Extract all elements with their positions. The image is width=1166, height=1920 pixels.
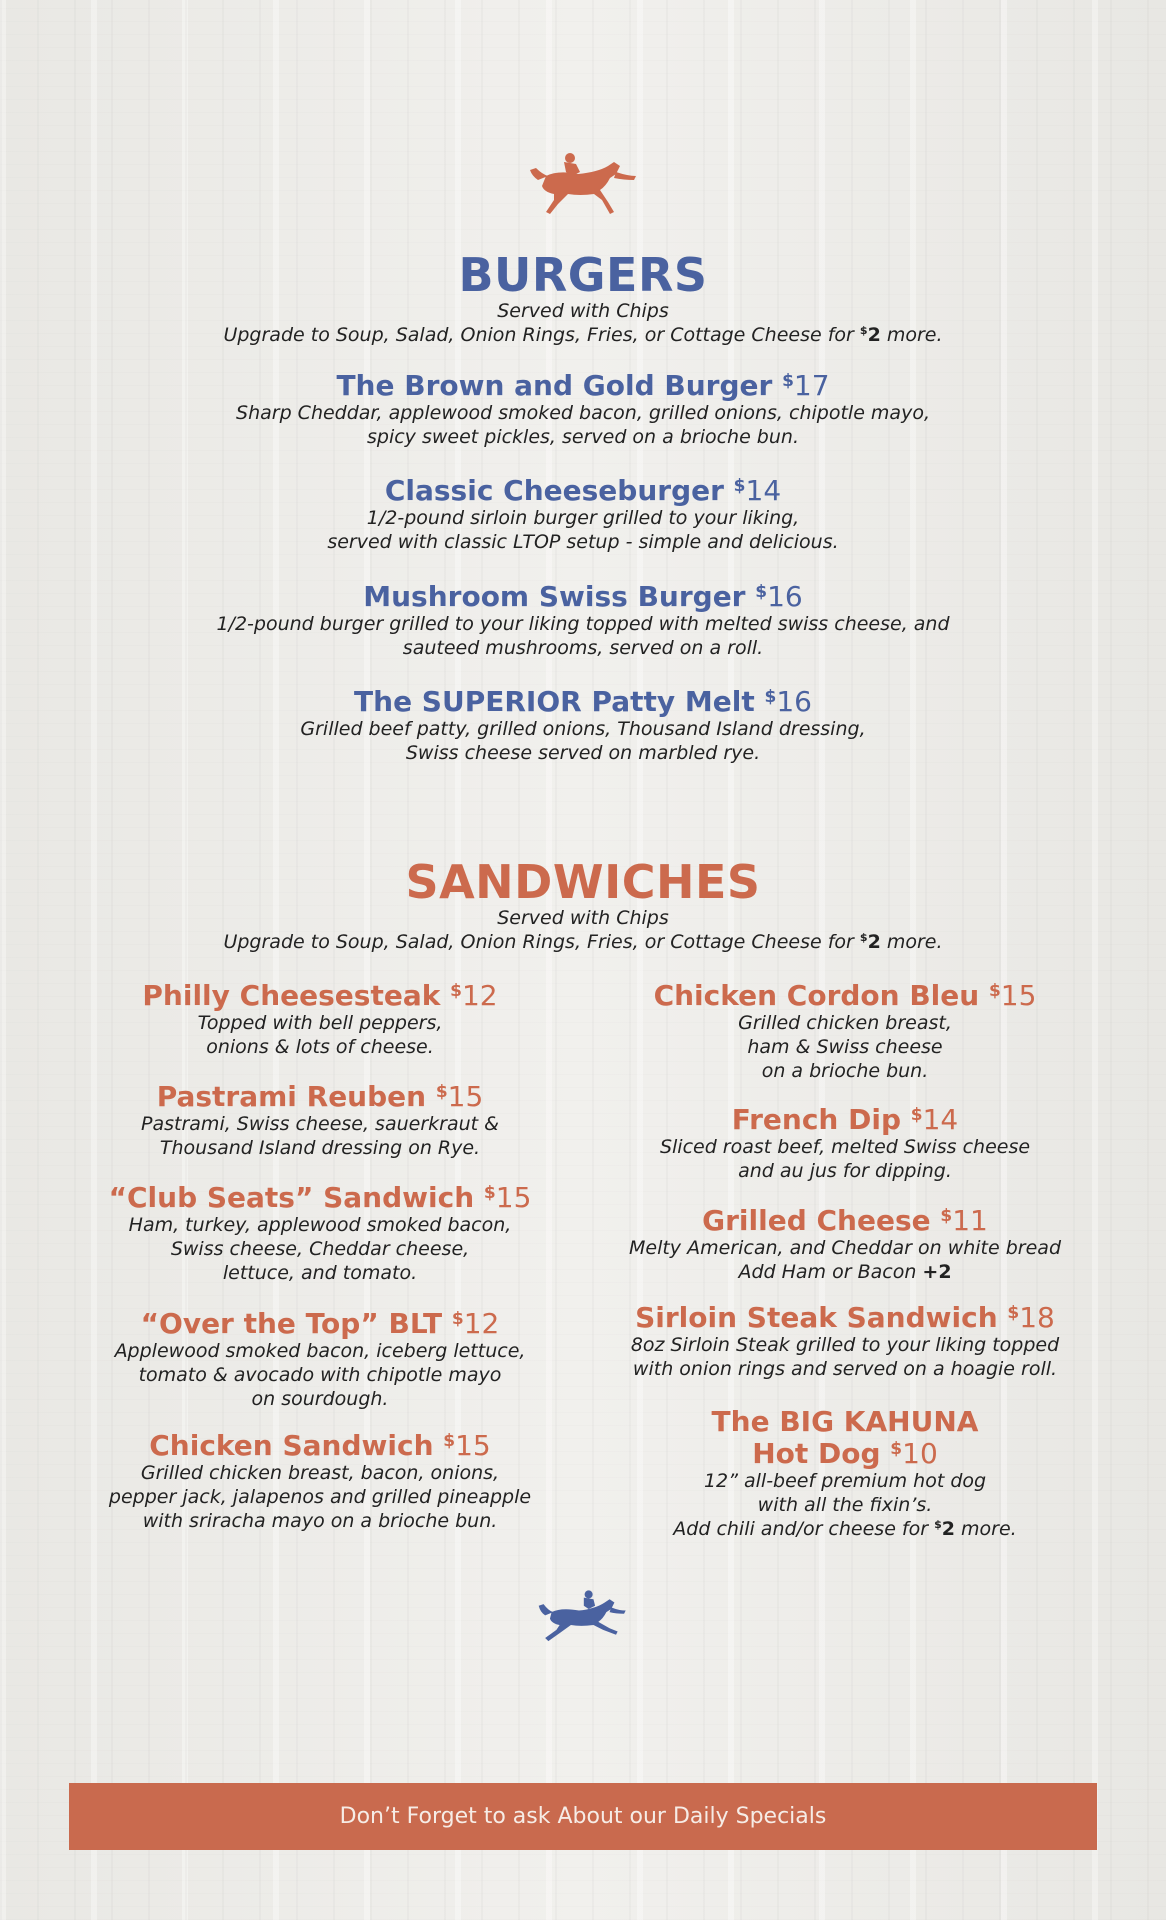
item-name: Mushroom Swiss Burger $16: [363, 580, 803, 613]
burgers-upgrade-note: Upgrade to Soup, Salad, Onion Rings, Fries, or Cottage Cheese for $2 more.: [223, 323, 943, 346]
daily-specials-banner: [69, 1783, 1097, 1850]
item-extra: Add chili and/or cheese for $2 more.: [673, 1517, 1017, 1540]
sandwich-item: [585, 980, 1105, 1083]
item-description: Melty American, and Cheddar on white bread: [629, 1237, 1061, 1260]
item-description: Grilled chicken breast, bacon, onions, pepper jack, jalapenos and grilled pineapple with sriracha mayo on a brioche bun.: [108, 1462, 532, 1532]
menu-item: [0, 686, 1166, 766]
item-name: “Club Seats” Sandwich $15: [108, 1181, 532, 1214]
item-name: “Over the Top” BLT $12: [140, 1307, 500, 1340]
sandwich-item: [585, 1406, 1105, 1542]
item-description: Pastrami, Swiss cheese, sauerkraut & Thousand Island dressing on Rye.: [141, 1113, 499, 1159]
horse-rider-icon: [537, 1588, 629, 1646]
sandwiches-title: SANDWICHES: [405, 855, 761, 909]
sandwich-item: [585, 1302, 1105, 1382]
item-description: 1/2-pound sirloin burger grilled to your liking, served with classic LTOP setup - simple and delicious.: [327, 507, 839, 553]
item-name: Pastrami Reuben $15: [156, 1080, 484, 1113]
sandwich-item: [60, 980, 580, 1060]
item-name: Classic Cheeseburger $14: [384, 474, 782, 507]
item-description: 1/2-pound burger grilled to your liking topped with melted swiss cheese, and sauteed mushrooms, served on a roll.: [216, 613, 950, 659]
burgers-served-note: Served with Chips: [497, 300, 669, 322]
item-description: Ham, turkey, applewood smoked bacon, Swiss cheese, Cheddar cheese, lettuce, and tomato.: [128, 1214, 512, 1284]
item-description: Grilled chicken breast, ham & Swiss cheese on a brioche bun.: [738, 1012, 952, 1082]
item-name: Hot Dog $10: [752, 1437, 938, 1471]
item-name: Chicken Sandwich $15: [149, 1429, 491, 1462]
item-name: The BIG KAHUNA: [711, 1405, 979, 1438]
sandwiches-upgrade-note: Upgrade to Soup, Salad, Onion Rings, Fries, or Cottage Cheese for $2 more.: [223, 930, 943, 953]
sandwich-item: [585, 1205, 1105, 1285]
item-name: Sirloin Steak Sandwich $18: [635, 1301, 1055, 1334]
item-description: Grilled beef patty, grilled onions, Thousand Island dressing, Swiss cheese served on marbled rye.: [300, 718, 866, 764]
item-name: The SUPERIOR Patty Melt $16: [354, 685, 812, 718]
sandwiches-served-note: Served with Chips: [497, 907, 669, 929]
item-name: Grilled Cheese $11: [702, 1204, 988, 1237]
item-description: 12” all-beef premium hot dog with all the fixin’s.: [703, 1470, 987, 1517]
daily-specials-text: Don’t Forget to ask About our Daily Specials: [339, 1804, 827, 1829]
item-description: Topped with bell peppers, onions & lots of cheese.: [197, 1012, 443, 1058]
burgers-title: BURGERS: [458, 248, 708, 302]
sandwich-item: [60, 1182, 580, 1285]
horse-rider-icon: [528, 150, 638, 222]
menu-item: [0, 475, 1166, 555]
menu-item: [0, 581, 1166, 661]
sandwiches-section: [0, 855, 1166, 955]
sandwich-item: [60, 1430, 580, 1533]
sandwich-item: [60, 1308, 580, 1411]
item-description: Sliced roast beef, melted Swiss cheese and au jus for dipping.: [659, 1136, 1031, 1182]
sandwich-item: [60, 1081, 580, 1161]
burgers-section: [0, 248, 1166, 348]
menu-item: [0, 370, 1166, 450]
item-name: The Brown and Gold Burger $17: [336, 369, 830, 402]
item-name: Philly Cheesesteak $12: [142, 979, 498, 1012]
item-name: French Dip $14: [731, 1103, 959, 1136]
item-description: Sharp Cheddar, applewood smoked bacon, grilled onions, chipotle mayo, spicy sweet pickles, served on a brioche bun.: [236, 402, 930, 448]
item-description: 8oz Sirloin Steak grilled to your liking topped with onion rings and served on a hoagie roll.: [630, 1334, 1060, 1380]
sandwich-item: [585, 1104, 1105, 1184]
item-extra: Add Ham or Bacon +2: [738, 1260, 952, 1283]
item-description: Applewood smoked bacon, iceberg lettuce, tomato & avocado with chipotle mayo on sourdough.: [114, 1340, 526, 1410]
item-name: Chicken Cordon Bleu $15: [653, 979, 1037, 1012]
